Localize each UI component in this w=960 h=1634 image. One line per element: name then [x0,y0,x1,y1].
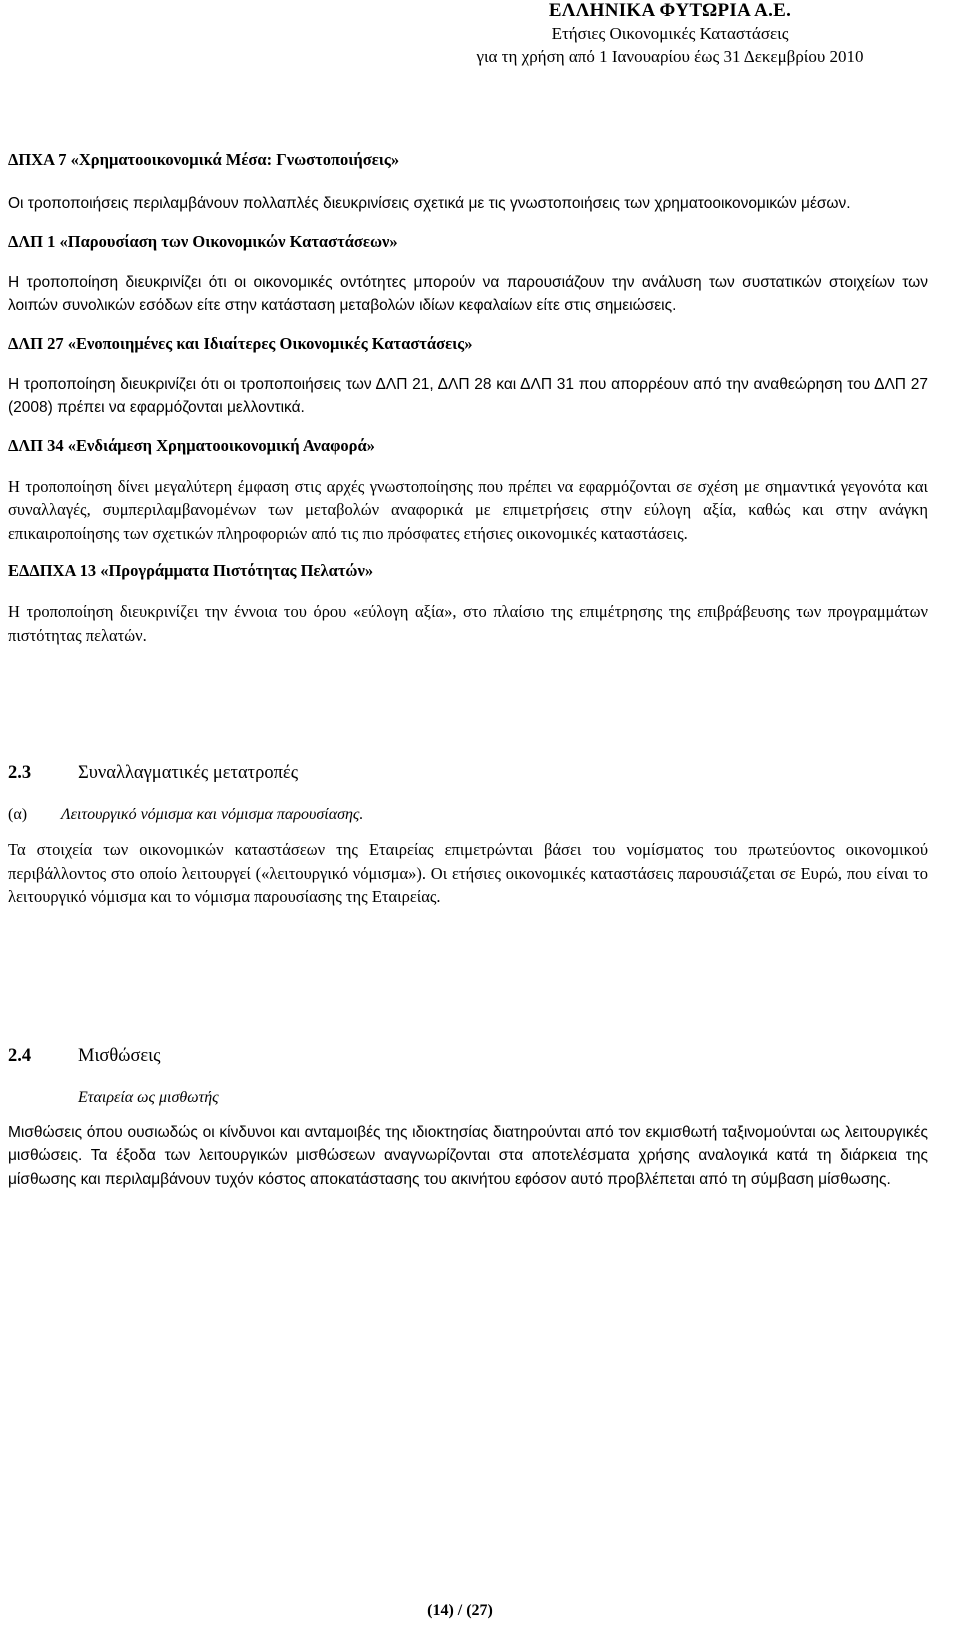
section-heading: ΔΠΧΑ 7 «Χρηματοοικονομικά Μέσα: Γνωστοποιήσεις» [8,150,400,169]
section-paragraph: Οι τροποποιήσεις περιλαμβάνουν πολλαπλές διευκρινίσεις σχετικά με τις γνωστοποιήσεις των χρηματοοικονομικών μέσων. [8,195,851,212]
section-heading: ΔΛΠ 1 «Παρουσίαση των Οικονομικών Καταστάσεων» [8,231,398,251]
section-number: 2.4 [8,1045,32,1066]
section-number: 2.3 [8,763,32,783]
section-paragraph: Μισθώσεις όπου ουσιωδώς οι κίνδυνοι και ανταμοιβές της ιδιοκτησίας διατηρούνται από τον εκμισθωτή ταξινομούνται ως λειτουργικές μισθώσεις. Τα έξοδα των λειτουργικών μισθώσεων αναγνωρίζονται στα αποτελέσματα χρήσης αναλογικά κατά τη διάρκεια της μίσθωσης και περιλαμβάνουν τυχόν κόστος αποκατάστασης του ακινήτου εφόσον αυτό προβλέπεται από τη σύμβαση μίσθωσης. [8,1123,928,1188]
section-2-4 [8,1043,928,1192]
company-name: ΕΛΛΗΝΙΚΑ ΦΥΤΩΡΙΑ Α.Ε. [548,0,792,21]
section-2-4-heading [8,1043,928,1070]
section-2-3-heading [8,760,928,787]
section-title: Συναλλαγματικές μετατροπές [78,763,299,783]
page-number: (14) / (27) [427,1602,493,1619]
subsection-title: Λειτουργικό νόμισμα και νόμισμα παρουσίασης. [61,806,364,823]
subsection-label: (α) [8,806,28,823]
document-body [8,149,928,1205]
section-title: Μισθώσεις [78,1045,161,1066]
standard-section [8,231,928,318]
section-2-3 [8,760,928,909]
section-heading: ΔΛΠ 34 «Ενδιάμεση Χρηματοοικονομική Αναφορά» [8,435,375,455]
section-heading: ΕΔΔΠΧΑ 13 «Προγράμματα Πιστότητας Πελατών» [8,561,374,580]
standard-section [8,560,928,647]
subsection-heading [8,803,928,826]
section-paragraph: Η τροποποίηση δίνει μεγαλύτερη έμφαση στις αρχές γνωστοποίησης που πρέπει να εφαρμόζονται σε σχέση με σημαντικά γεγονότα και συναλλαγές, συμπεριλαμβανομένων των μεταβολών αναφορικά με επιμετρήσεις στην εύλογη αξία, καθώς και στην ανάγκη επικαιροποίησης των σχετικών πληροφοριών από τις πιο πρόσφατες ετήσιες οικονομικές καταστάσεις. [8,476,928,543]
spacer [8,923,928,1043]
report-period: για τη χρήση από 1 Ιανουαρίου έως 31 Δεκεμβρίου 2010 [476,47,864,66]
report-title: Ετήσιες Οικονομικές Καταστάσεις [551,24,789,43]
section-paragraph: Τα στοιχεία των οικονομικών καταστάσεων της Εταιρείας επιμετρώνται βάσει του νομίσματος του πρωτεύοντος οικονομικού περιβάλλοντος στο οποίο λειτουργεί («λειτουργικό νόμισμα»). Οι ετήσιες οικονομικές καταστάσεις παρουσιάζεται σε Ευρώ, που είναι το λειτουργικό νόμισμα και το νόμισμα παρουσίασης της Εταιρείας. [8,840,928,906]
section-paragraph: Η τροποποίηση διευκρινίζει ότι οι οικονομικές οντότητες μπορούν να παρουσιάζουν την ανάλυση των συστατικών στοιχείων των λοιπών συνολικών εσόδων είτε στην κατάσταση μεταβολών ιδίων κεφαλαίων είτε στις σημειώσεις. [8,273,928,314]
standard-section [8,149,928,216]
section-paragraph: Η τροποποίηση διευκρινίζει την έννοια του όρου «εύλογη αξία», στο πλαίσιο της επιμέτρησης της επιβράβευσης των προγραμμάτων πιστότητας πελατών. [8,602,928,645]
spacer [8,662,928,760]
section-heading: ΔΛΠ 27 «Ενοποιημένες και Ιδιαίτερες Οικονομικές Καταστάσεις» [8,333,473,353]
subsection-title: Εταιρεία ως μισθωτής [78,1088,219,1106]
page-header [420,0,920,68]
standard-section [8,333,928,420]
section-paragraph: Η τροποποίηση διευκρινίζει ότι οι τροποποιήσεις των ΔΛΠ 21, ΔΛΠ 28 και ΔΛΠ 31 που απορρέουν από την αναθεώρηση του ΔΛΠ 27 (2008) πρέπει να εφαρμόζονται μελλοντικά. [8,375,928,416]
standard-section [8,435,928,546]
